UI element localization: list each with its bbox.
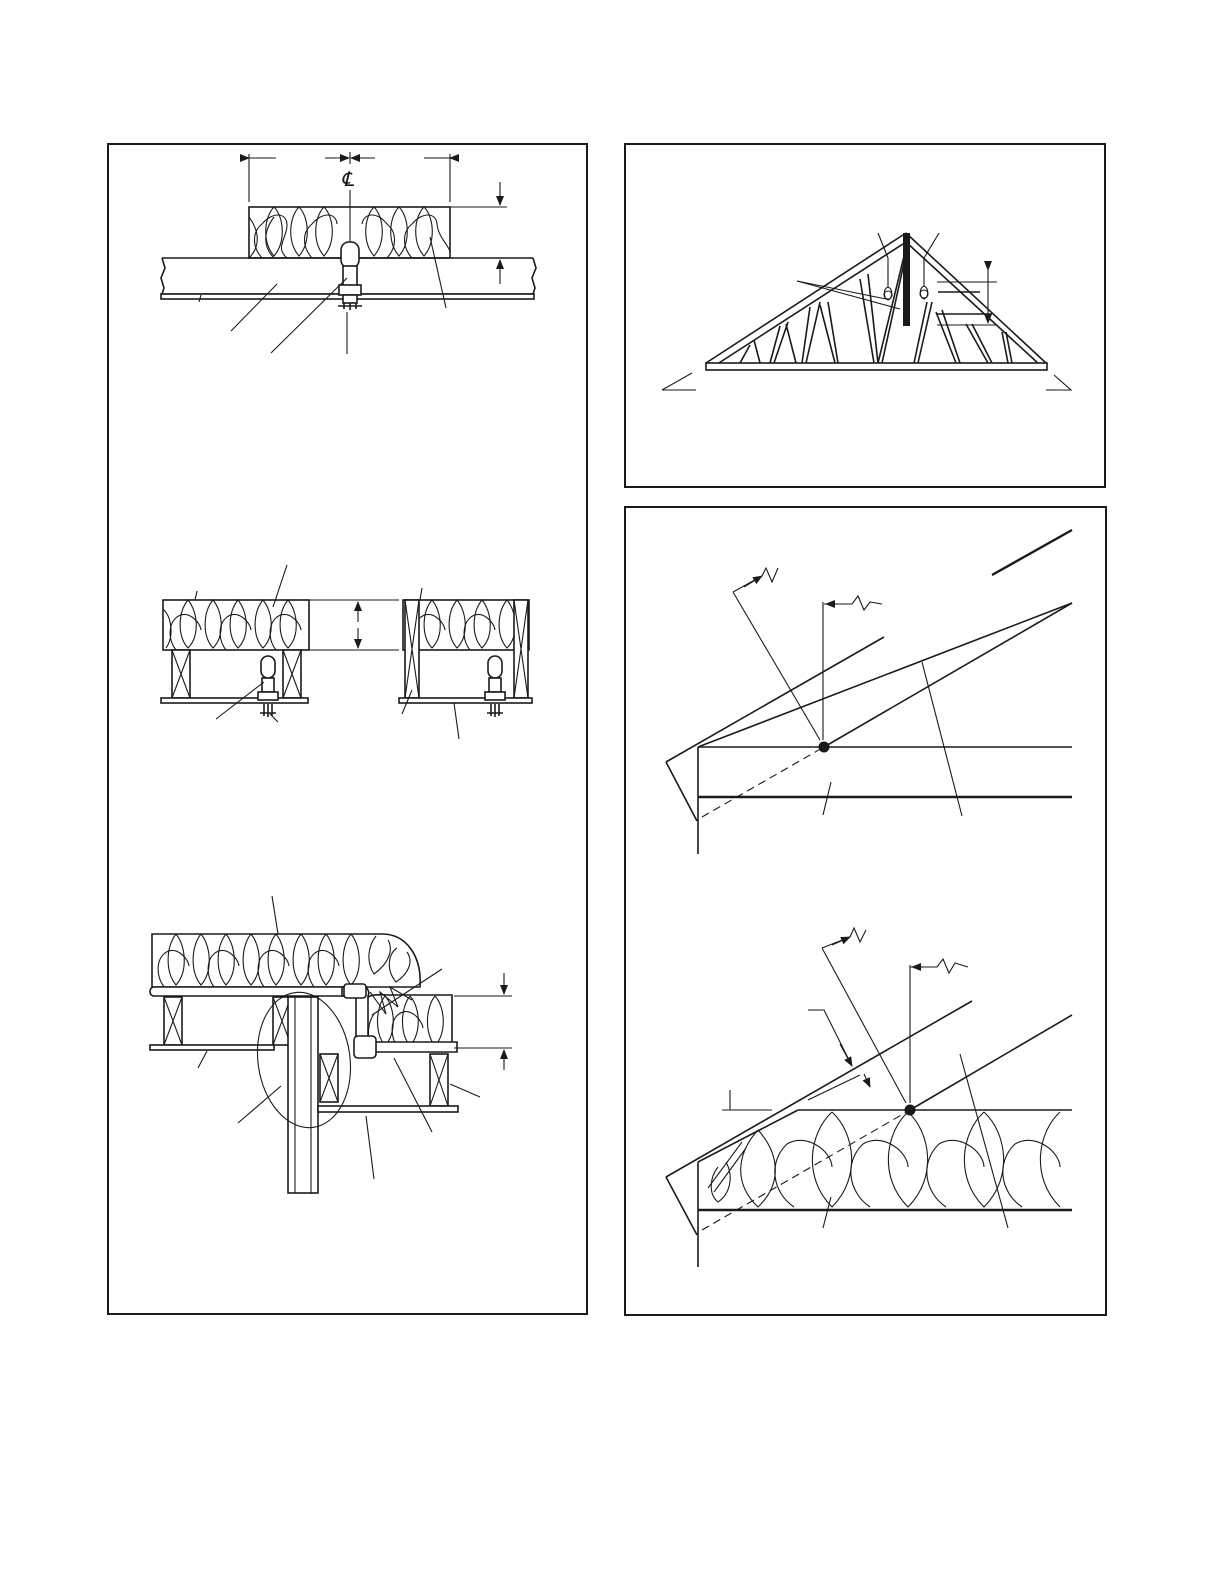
eave-batt-pattern: [708, 1112, 1060, 1207]
eave-diagrams: [626, 508, 1109, 1318]
truss-diagram: [626, 145, 1108, 490]
figure-b-joist-bays: [161, 565, 532, 739]
batt-pattern-upper: [158, 934, 410, 987]
eave-detail-upper: [666, 530, 1072, 854]
truss-panel: [624, 143, 1106, 488]
left-panel: [107, 143, 588, 1315]
eave-detail-lower: [666, 928, 1072, 1267]
figure-a-sprinkler-in-batt: [161, 152, 536, 354]
eave-panel: [624, 506, 1107, 1316]
figure-c-bulkhead-pipe: [150, 896, 512, 1193]
left-diagrams: [109, 145, 590, 1317]
truss-webs: [740, 248, 1012, 363]
centerline-symbol: ℄: [341, 167, 354, 191]
batt-pattern-right: [414, 600, 515, 650]
batt-pattern-left: [163, 600, 301, 650]
batt-pattern-lower: [368, 996, 443, 1048]
